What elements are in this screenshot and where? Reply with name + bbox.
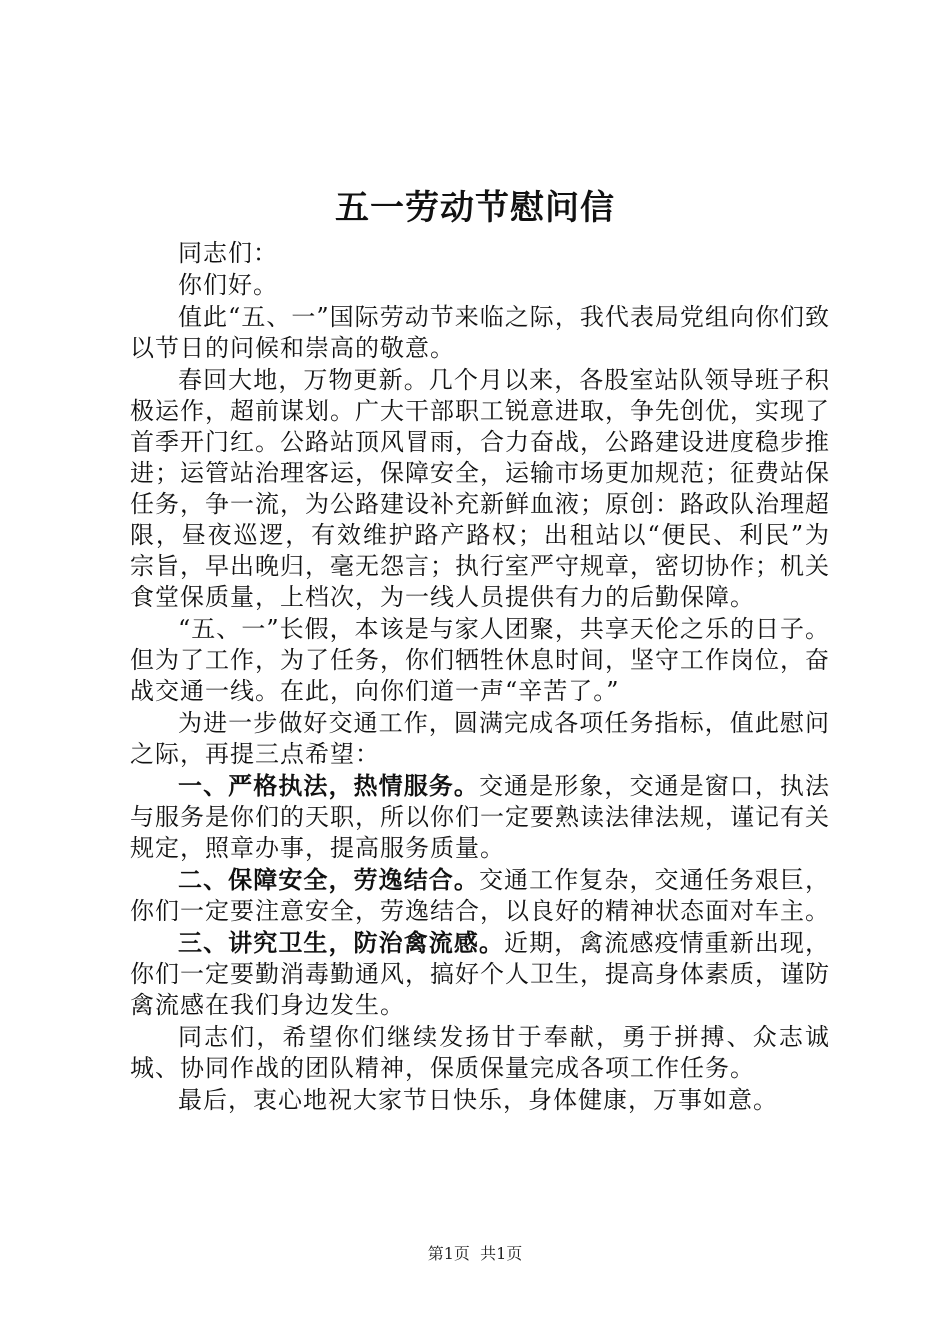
hope-heading: 二、保障安全，劳逸结合。: [178, 865, 479, 894]
hope-heading: 一、严格执法，热情服务。: [178, 771, 479, 800]
paragraph: [130, 613, 830, 707]
para-text: 近期，禽流感疫情重新出现，你们一定要勤消毒勤通风，搞好个人卫生，提高身体素质，谨防禽流感在我们身边发生。: [130, 929, 831, 1019]
document-title: 五一劳动节慰问信: [335, 188, 615, 228]
para-text: 交通是形象，交通是窗口，执法与服务是你们的天职，所以你们一定要熟读法律法规，谨记有关规定，照章办事，提高服务质量。: [130, 772, 831, 862]
para-text: “五、一”长假，本该是与家人团聚，共享天伦之乐的日子。但为了工作，为了任务，你们牺牲休息时间，坚守工作岗位，奋战交通一线。在此，向你们道一声“辛苦了。”: [130, 615, 830, 705]
paragraph: [130, 707, 830, 770]
para-text: 为进一步做好交通工作，圆满完成各项任务指标，值此慰问之际，再提三点希望：: [130, 709, 830, 768]
page-number: 第1页 共1页: [427, 1244, 523, 1263]
hope-item: [130, 864, 830, 927]
para-text: 你们好。: [178, 271, 278, 299]
para-text: 交通工作复杂，交通任务艰巨，你们一定要注意安全，劳逸结合，以良好的精神状态面对车主。: [130, 866, 831, 925]
hope-item: [130, 927, 830, 1021]
page-footer: [0, 1242, 950, 1266]
paragraph: [130, 301, 830, 364]
hope-heading: 三、讲究卫生，防治禽流感。: [178, 928, 505, 957]
paragraph: [130, 1021, 830, 1084]
para-text: 值此“五、一”国际劳动节来临之际，我代表局党组向你们致以节日的问候和崇高的敬意。: [130, 303, 830, 362]
para-text: 同志们，希望你们继续发扬甘于奉献，勇于拼搏、众志诚城、协同作战的团队精神，保质保量完成各项工作任务。: [130, 1023, 830, 1082]
para-text: 同志们：: [178, 239, 278, 267]
greeting: [130, 269, 830, 301]
paragraph: [130, 364, 830, 613]
para-text: 春回大地，万物更新。几个月以来，各股室站队领导班子积极运作，超前谋划。广大干部职工锐意进取，争先创优，实现了首季开门红。公路站顶风冒雨，合力奋战，公路建设进度稳步推进；运管站治理客运，保障安全，运输市场更加规范；征费站保任务，争一流，为公路建设补充新鲜血液；原创：路政队治理超限，昼夜巡逻，有效维护路产路权；出租站以“便民、利民”为宗旨，早出晚归，毫无怨言；执行室严守规章，密切协作；机关食堂保质量，上档次，为一线人员提供有力的后勤保障。: [130, 366, 830, 611]
hope-item: [130, 770, 830, 864]
para-text: 最后，衷心地祝大家节日快乐，身体健康，万事如意。: [178, 1086, 778, 1114]
closing: [130, 1084, 830, 1116]
salutation: [130, 237, 830, 269]
document-body: [130, 237, 830, 1116]
